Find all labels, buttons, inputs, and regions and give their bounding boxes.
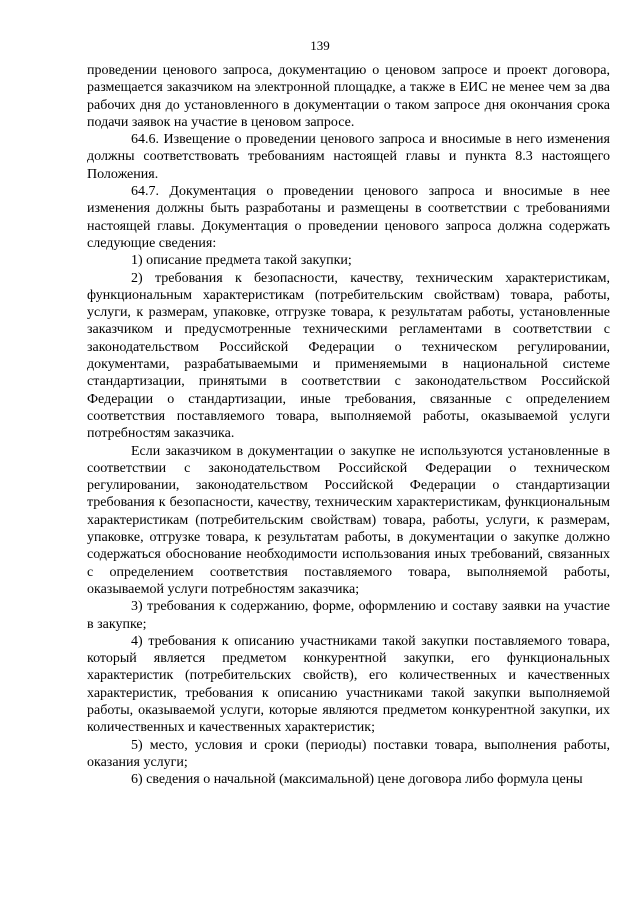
paragraph-64-6: 64.6. Извещение о проведении ценового запроса и вносимые в него изменения должны соответствовать требованиям настоящей главы и пункта 8.3 настоящего Положения. [87, 132, 610, 182]
list-item-4: 4) требования к описанию участниками такой закупки поставляемого товара, который является предметом конкурентной закупки, его функциональных характеристик (потребительских свойств), его количественных и качественных характеристик, требования к описанию участниками такой закупки выполняемой работы, оказываемой услуги, которые являются предметом конкурентной закупки, их количественных и качественных характеристик; [87, 633, 610, 736]
paragraph-continuation: проведении ценового запроса, документацию о ценовом запросе и проект договора, размещается заказчиком на электронной площадке, а также в ЕИС не менее чем за два рабочих дня до установленного в документации о таком запросе дня окончания срока подачи заявок на участие в ценовом запросе. [87, 63, 610, 130]
list-item-5: 5) место, условия и сроки (периоды) поставки товара, выполнения работы, оказания услуги; [87, 737, 610, 770]
page-number: 139 [310, 38, 330, 53]
paragraph-64-7: 64.7. Документация о проведении ценового запроса и вносимые в нее изменения должны быть разработаны и размещены в соответствии с требованиями настоящей главы. Документация о проведении ценового запроса должна содержать следующие сведения: [87, 184, 610, 251]
list-item-6: 6) сведения о начальной (максимальной) цене договора либо формула цены [131, 772, 583, 788]
paragraph-requirements-note: Если заказчиком в документации о закупке не используются установленные в соответствии с законодательством Российской Федерации о техническом регулировании, законодательством Российской Федерации о стандартизации требования к безопасности, качеству, техническим характеристикам, функциональным характеристикам (потребительским свойствам) товара, работы, услуги, к размерам, упаковке, отгрузке товара, к результатам работы, в документации о закупке должно содержаться обоснование необходимости использования иных требований, связанных с определением соответствия поставляемого товара, выполняемой работы, оказываемой услуги потребностям заказчика; [87, 443, 610, 597]
list-item-2: 2) требования к безопасности, качеству, техническим характеристикам, функциональным характеристикам (потребительским свойствам) товара, работы, услуги, к размерам, упаковке, отгрузке товара, к результатам работы, установленные заказчиком и предусмотренные техническими регламентами в соответствии с законодательством Российской Федерации о техническом регулировании, документами, разрабатываемыми и применяемыми в национальной системе стандартизации, принятыми в соответствии с законодательством Российской Федерации о стандартизации, иные требования, связанные с определением соответствия поставляемого товара, выполняемой работы, оказываемой услуги потребностям заказчика. [87, 270, 610, 442]
list-item-3: 3) требования к содержанию, форме, оформлению и составу заявки на участие в закупке; [87, 599, 610, 632]
list-item-1: 1) описание предмета такой закупки; [131, 253, 352, 269]
document-body [87, 62, 610, 788]
